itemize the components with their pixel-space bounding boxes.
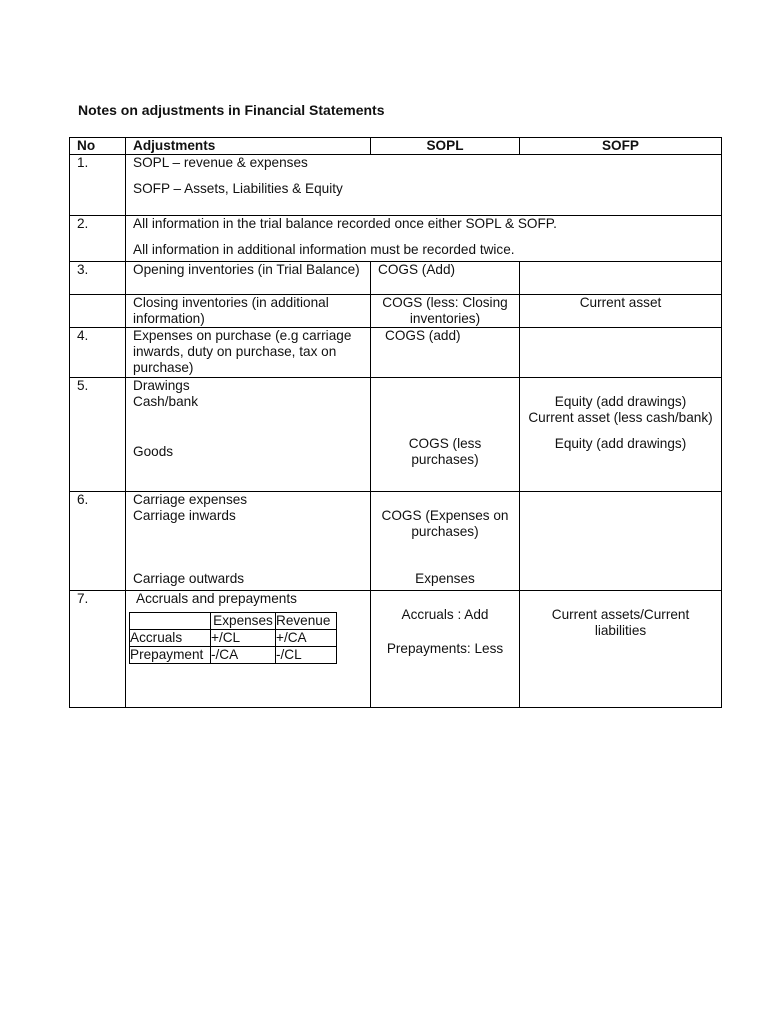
note-line: All information in additional information must be recorded twice. xyxy=(133,242,515,257)
cash-sofp-equity: Equity (add drawings) xyxy=(554,394,687,409)
header-adjustments: Adjustments xyxy=(126,138,371,155)
cash-sofp-asset: Current asset (less cash/bank) xyxy=(528,410,713,425)
outwards-sopl: Expenses xyxy=(415,571,475,586)
subtable-row-label: Accruals xyxy=(130,630,211,647)
subtable-cell: +/CA xyxy=(276,630,337,647)
carriage-inwards-label: Carriage inwards xyxy=(133,508,236,523)
prepayments-sopl: Prepayments: Less xyxy=(386,641,504,656)
adjustment-cell: Expenses on purchase (e.g carriage inwards, duty on purchase, tax on purchase) xyxy=(126,328,371,378)
goods-sopl: COGS (less purchases) xyxy=(408,436,482,467)
adjustment-cell xyxy=(126,591,371,708)
table-row xyxy=(70,492,722,591)
accruals-sopl: Accruals : Add xyxy=(401,607,489,622)
adjustments-table xyxy=(69,137,722,708)
carriage-expenses-label: Carriage expenses xyxy=(133,492,248,507)
header-sopl: SOPL xyxy=(371,138,520,155)
adjustment-cell xyxy=(126,492,371,591)
sofp-cell xyxy=(520,262,722,295)
subtable-col-revenue: Revenue xyxy=(276,613,337,630)
row-number: 3. xyxy=(70,262,126,295)
subtable-corner xyxy=(130,613,211,630)
table-row xyxy=(70,155,722,216)
drawings-label: Drawings xyxy=(133,378,190,393)
adjustment-cell xyxy=(126,378,371,492)
sofp-cell xyxy=(520,492,722,591)
subtable-cell: -/CA xyxy=(211,647,276,664)
document-title: Notes on adjustments in Financial Statements xyxy=(78,102,385,118)
sopl-cell: COGS (add) xyxy=(371,328,520,378)
header-no: No xyxy=(70,138,126,155)
cash-label: Cash/bank xyxy=(133,394,198,409)
sopl-cell: COGS (less: Closing inventories) xyxy=(371,295,520,328)
adjustment-cell: Closing inventories (in additional information) xyxy=(126,295,371,328)
sofp-cell: Current asset xyxy=(520,295,722,328)
subtable-cell: +/CL xyxy=(211,630,276,647)
adjustment-cell xyxy=(126,155,722,216)
table-row xyxy=(70,328,722,378)
sopl-cell xyxy=(371,378,520,492)
table-row xyxy=(70,295,722,328)
table-row xyxy=(70,216,722,262)
table-row xyxy=(70,262,722,295)
row-number: 6. xyxy=(70,492,126,591)
note-line: All information in the trial balance recorded once either SOPL & SOFP. xyxy=(133,216,557,231)
note-line: SOPL – revenue & expenses xyxy=(133,155,308,170)
sopl-cell xyxy=(371,591,520,708)
row-number: 4. xyxy=(70,328,126,378)
subtable-cell: -/CL xyxy=(276,647,337,664)
row-number: 5. xyxy=(70,378,126,492)
accruals-subtable xyxy=(129,612,337,664)
carriage-outwards-label: Carriage outwards xyxy=(133,571,245,586)
row-number: 2. xyxy=(70,216,126,262)
adjustment-cell xyxy=(126,216,722,262)
subtable-row xyxy=(130,647,337,664)
table-row xyxy=(70,591,722,708)
header-sofp: SOFP xyxy=(520,138,722,155)
sofp-cell xyxy=(520,591,722,708)
subtable-row-label: Prepayment xyxy=(130,647,211,664)
sofp-cell xyxy=(520,378,722,492)
sopl-cell xyxy=(371,492,520,591)
subtable-col-expenses: Expenses xyxy=(211,613,276,630)
row-number: 1. xyxy=(70,155,126,216)
goods-sofp: Equity (add drawings) xyxy=(554,436,687,451)
subtable-header-row xyxy=(130,613,337,630)
row-number: 7. xyxy=(70,591,126,708)
adjustment-cell: Opening inventories (in Trial Balance) xyxy=(126,262,371,295)
inwards-sopl: COGS (Expenses on purchases) xyxy=(381,508,509,539)
table-row xyxy=(70,378,722,492)
subtable-row xyxy=(130,630,337,647)
row-number xyxy=(70,295,126,328)
accruals-sofp: Current assets/Current liabilities xyxy=(551,607,690,638)
header-row xyxy=(70,138,722,155)
goods-label: Goods xyxy=(133,444,174,459)
note-line: SOFP – Assets, Liabilities & Equity xyxy=(133,181,343,196)
sofp-cell xyxy=(520,328,722,378)
sopl-cell: COGS (Add) xyxy=(371,262,520,295)
accruals-prepayments-label: Accruals and prepayments xyxy=(136,591,297,606)
